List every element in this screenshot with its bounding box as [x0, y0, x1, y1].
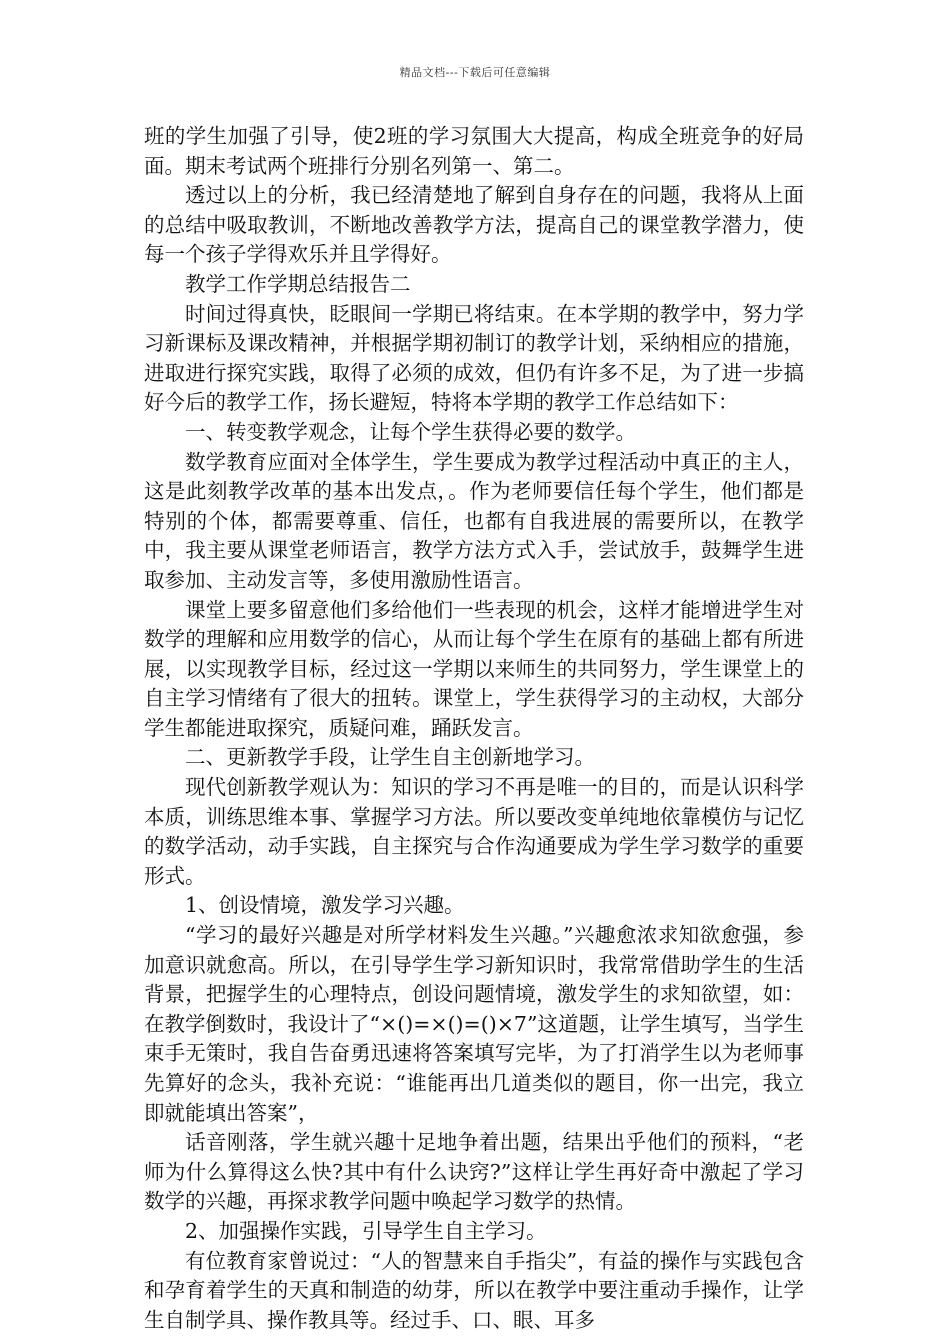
paragraph: 数学教育应面对全体学生，学生要成为教学过程活动中真正的主人，这是此刻教学改革的基本出发点，。作为老师要信任每个学生，他们都是特别的个体，都需要尊重、信任，也都有自我进展的需要所以，在教学中，我主要从课堂老师语言，教学方法方式入手，尝试放手，鼓舞学生进取参加、主动发言等，多使用激励性语言。: [144, 449, 804, 592]
paragraph: 课堂上要多留意他们多给他们一些表现的机会，这样才能增进学生对数学的理解和应用数学的信心，从而让每个学生在原有的基础上都有所进展，以实现教学目标，经过这一学期以来师生的共同努力，学生课堂上的自主学习情绪有了很大的扭转。课堂上，学生获得学习的主动权，大部分学生都能进取探究，质疑问难，踊跃发言。: [144, 597, 804, 740]
section-heading: 二、更新教学手段，让学生自主创新地学习。: [185, 745, 595, 770]
paragraph: “学习的最好兴趣是对所学材料发生兴趣。”兴趣愈浓求知欲愈强，参加意识就愈高。所以，在引导学生学习新知识时，我常常借助学生的生活背景，把握学生的心理特点，创设问题情境，激发学生的求知欲望，如：在教学倒数时，我设计了“×()=×()=()×7”这道题，让学生填写，当学生束手无策时，我自告奋勇迅速将答案填写完毕，为了打消学生以为老师事先算好的念头，我补充说：“谁能再出几道类似的题目，你一出完，我立即就能填出答案”，: [144, 923, 804, 1125]
document-body: [144, 122, 804, 1335]
paragraph: 透过以上的分析，我已经清楚地了解到自身存在的问题，我将从上面的总结中吸取教训，不断地改善教学方法，提高自己的课堂教学潜力，使每一个孩子学得欢乐并且学得好。: [144, 183, 804, 267]
paragraph: 话音刚落，学生就兴趣十足地争着出题，结果出乎他们的预料，“老师为什么算得这么快?其中有什么诀窍?”这样让学生再好奇中激起了学习数学的兴趣，再探求教学问题中唤起学习数学的热情。: [144, 1130, 804, 1214]
page-header: 精品文档---下载后可任意编辑: [399, 66, 551, 79]
section-heading: 一、转变教学观念，让每个学生获得必要的数学。: [185, 419, 636, 444]
paragraph: 班的学生加强了引导，使2班的学习氛围大大提高，构成全班竞争的好局面。期末考试两个班排行分别名列第一、第二。: [144, 124, 804, 178]
subsection-heading: 1、创设情境，激发学习兴趣。: [185, 893, 465, 918]
subsection-heading: 2、加强操作实践，引导学生自主学习。: [185, 1218, 547, 1243]
paragraph: 时间过得真快，眨眼间一学期已将结束。在本学期的教学中，努力学习新课标及课改精神，并根据学期初制订的教学计划，采纳相应的措施，进取进行探究实践，取得了必须的成效，但仍有许多不足，为了进一步搞好今后的教学工作，扬长避短，特将本学期的教学工作总结如下：: [144, 301, 804, 415]
paragraph: 现代创新教学观认为：知识的学习不再是唯一的目的，而是认识科学本质，训练思维本事、掌握学习方法。所以要改变单纯地依靠模仿与记忆的数学活动，动手实践，自主探究与合作沟通要成为学生学习数学的重要形式。: [144, 775, 804, 888]
paragraph: 有位教育家曾说过：“人的智慧来自手指尖”，有益的操作与实践包含和孕育着学生的天真和制造的幼芽，所以在教学中要注重动手操作，让学生自制学具、操作教具等。经过手、口、眼、耳多: [144, 1248, 804, 1332]
section-title: 教学工作学期总结报告二: [185, 271, 411, 296]
